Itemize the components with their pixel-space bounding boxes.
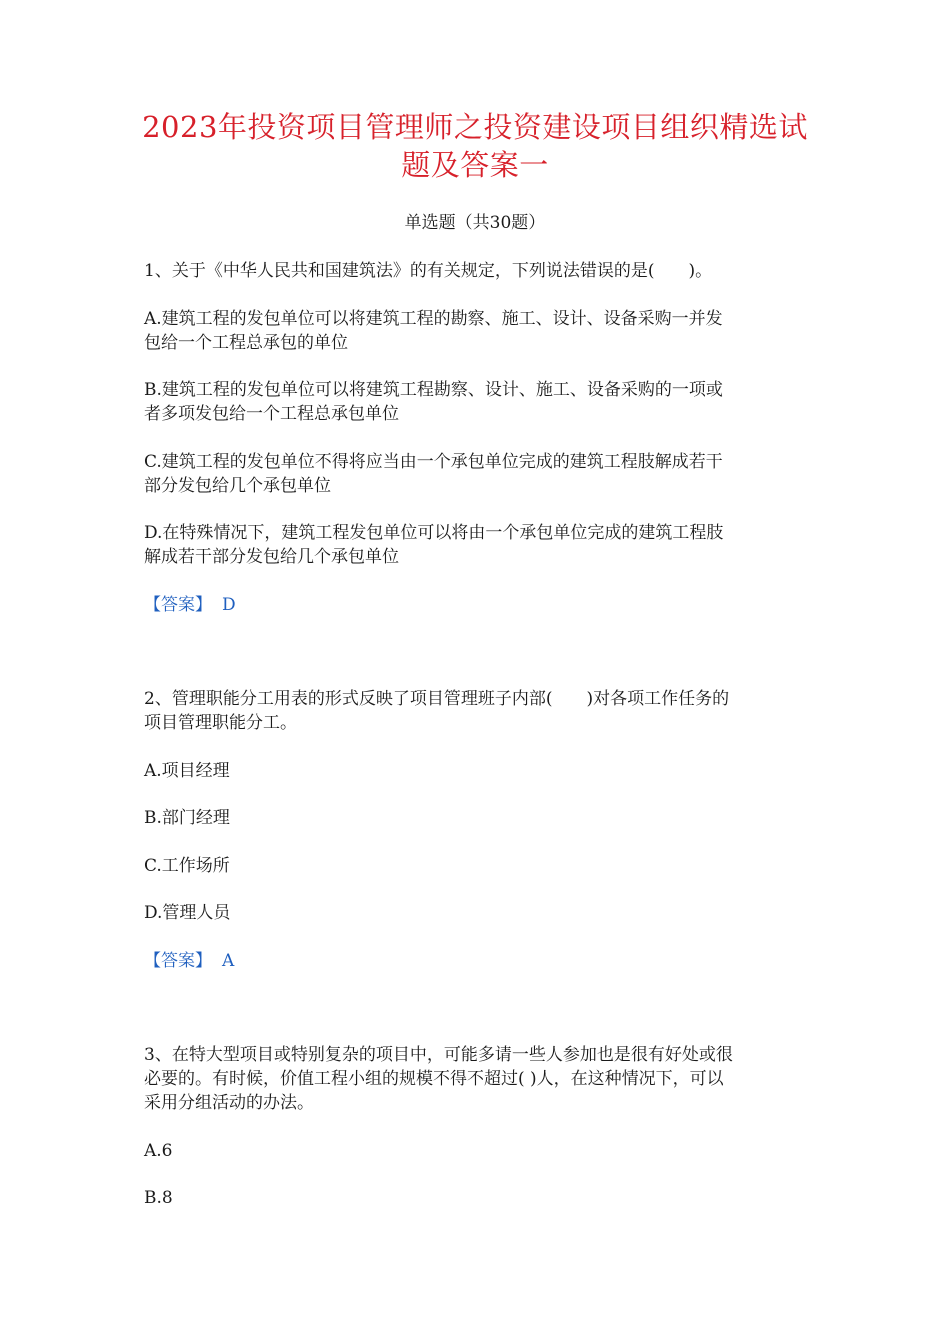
question-2-answer <box>144 949 814 973</box>
question-3-stem-line-3: 采用分组活动的办法。 <box>144 1093 314 1113</box>
answer-label: 【答案】 <box>144 951 212 971</box>
question-1-option-c-line-2: 部分发包给几个承包单位 <box>144 476 331 496</box>
question-1-answer <box>144 593 814 617</box>
question-3-stem-line-2: 必要的。有时候，价值工程小组的规模不得不超过( )人，在这种情况下，可以 <box>144 1069 724 1089</box>
question-1-option-b-line-2: 者多项发包给一个工程总承包单位 <box>144 404 399 424</box>
answer-value: A <box>222 951 235 971</box>
section-heading: 单选题（共30题） <box>404 213 546 233</box>
question-2-option-c: C.工作场所 <box>144 856 230 876</box>
question-3-option-b: B.8 <box>144 1188 173 1208</box>
question-1-stem: 1、关于《中华人民共和国建筑法》的有关规定，下列说法错误的是( )。 <box>144 261 713 281</box>
question-1-option-a-line-1: A.建筑工程的发包单位可以将建筑工程的勘察、施工、设计、设备采购一并发 <box>144 309 723 329</box>
document-title <box>120 108 830 184</box>
title-line-1: 2023年投资项目管理师之投资建设项目组织精选试 <box>142 110 808 144</box>
title-line-2: 题及答案一 <box>401 148 549 182</box>
question-2-stem-line-2: 项目管理职能分工。 <box>144 713 297 733</box>
question-2-stem-line-1: 2、管理职能分工用表的形式反映了项目管理班子内部( )对各项工作任务的 <box>144 689 730 709</box>
question-2-option-a: A.项目经理 <box>144 761 230 781</box>
question-1-option-d-line-2: 解成若干部分发包给几个承包单位 <box>144 547 399 567</box>
question-3-stem-line-1: 3、在特大型项目或特别复杂的项目中，可能多请一些人参加也是很有好处或很 <box>144 1045 733 1065</box>
question-1-option-d-line-1: D.在特殊情况下，建筑工程发包单位可以将由一个承包单位完成的建筑工程肢 <box>144 523 724 543</box>
question-3-option-a: A.6 <box>144 1141 173 1161</box>
answer-label: 【答案】 <box>144 595 212 615</box>
question-2-option-b: B.部门经理 <box>144 808 230 828</box>
question-2-option-d: D.管理人员 <box>144 903 231 923</box>
question-1-option-a-line-2: 包给一个工程总承包的单位 <box>144 333 348 353</box>
answer-value: D <box>222 595 236 615</box>
question-1-option-c-line-1: C.建筑工程的发包单位不得将应当由一个承包单位完成的建筑工程肢解成若干 <box>144 452 723 472</box>
question-1-option-b-line-1: B.建筑工程的发包单位可以将建筑工程勘察、设计、施工、设备采购的一项或 <box>144 380 723 400</box>
